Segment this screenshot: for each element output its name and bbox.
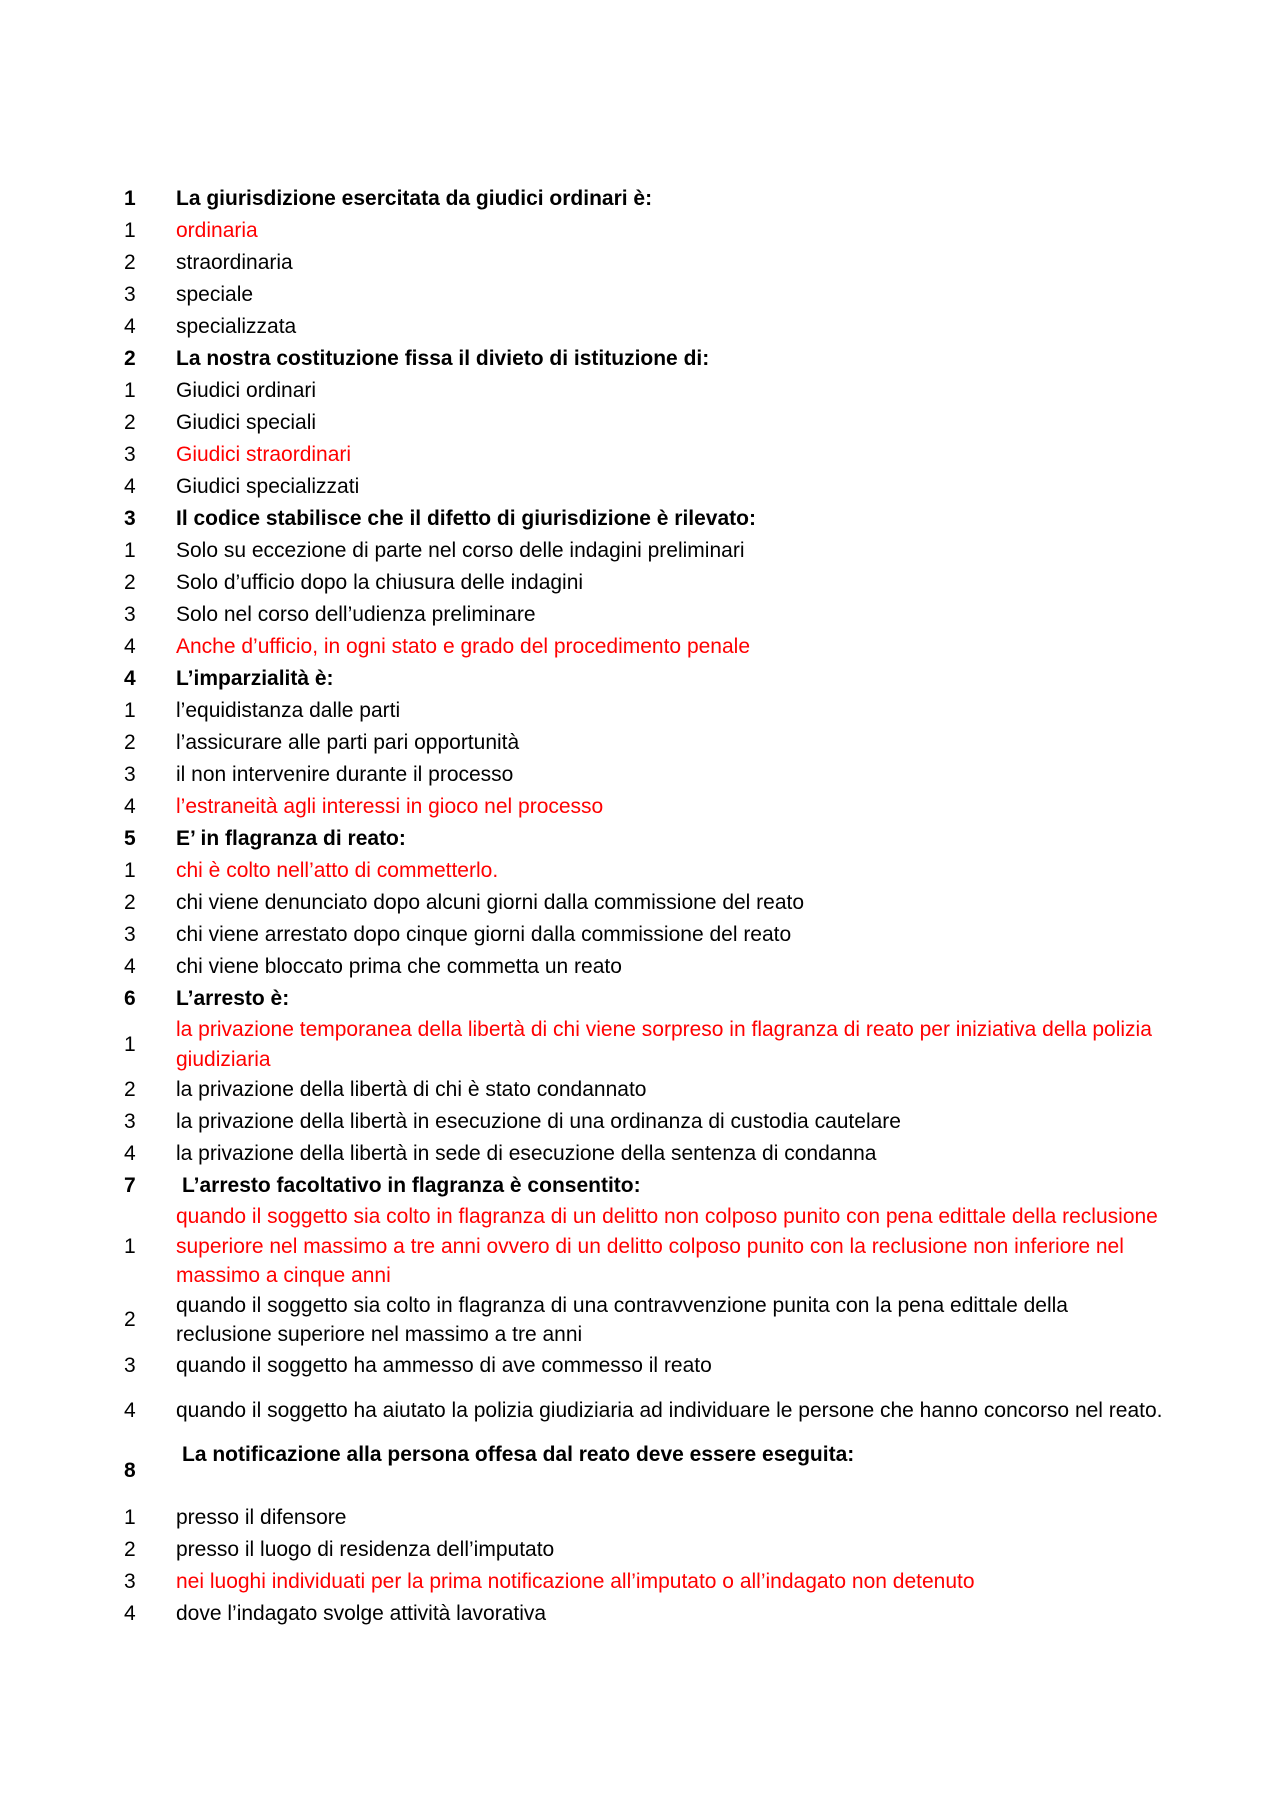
answer-number: 2 bbox=[124, 251, 136, 275]
answer-number: 1 bbox=[124, 699, 136, 723]
question-text: L’imparzialità è: bbox=[176, 667, 334, 691]
question-row bbox=[124, 983, 1164, 1015]
answer-number: 3 bbox=[124, 603, 136, 627]
answer-number: 3 bbox=[124, 923, 136, 947]
answer-row bbox=[124, 759, 1164, 791]
answer-row bbox=[124, 951, 1164, 983]
answer-row bbox=[124, 919, 1164, 951]
answer-number: 2 bbox=[124, 1078, 136, 1102]
answer-row bbox=[124, 1382, 1164, 1440]
answer-number: 1 bbox=[124, 1032, 136, 1056]
question-text: L’arresto è: bbox=[176, 987, 290, 1011]
answer-number: 4 bbox=[124, 955, 136, 979]
answer-text: la privazione della libertà di chi è stato condannato bbox=[176, 1078, 647, 1102]
answer-number: 1 bbox=[124, 219, 136, 243]
answer-text: Solo d’ufficio dopo la chiusura delle indagini bbox=[176, 571, 584, 595]
answer-row bbox=[124, 1534, 1164, 1566]
answer-text: Giudici straordinari bbox=[176, 443, 352, 467]
question-row bbox=[124, 1440, 1164, 1502]
answer-text: nei luoghi individuati per la prima notificazione all’imputato o all’indagato non detenuto bbox=[176, 1569, 975, 1593]
answer-row bbox=[124, 247, 1164, 279]
answer-number: 3 bbox=[124, 763, 136, 787]
answer-number: 1 bbox=[124, 1234, 136, 1258]
question-row bbox=[124, 1170, 1164, 1202]
answer-number: 1 bbox=[124, 379, 136, 403]
question-text: E’ in flagranza di reato: bbox=[176, 827, 406, 851]
question-number: 8 bbox=[124, 1458, 136, 1482]
answer-row bbox=[124, 1106, 1164, 1138]
question-number: 4 bbox=[124, 667, 136, 691]
answer-number: 2 bbox=[124, 1537, 136, 1561]
question-number: 3 bbox=[124, 507, 136, 531]
answer-text: Solo nel corso dell’udienza preliminare bbox=[176, 603, 536, 627]
answer-number: 2 bbox=[124, 891, 136, 915]
answer-row-correct bbox=[124, 631, 1164, 663]
answer-text: l’estraneità agli interessi in gioco nel processo bbox=[176, 795, 604, 819]
answer-number: 4 bbox=[124, 315, 136, 339]
answer-text: Giudici ordinari bbox=[176, 379, 317, 403]
answer-row bbox=[124, 695, 1164, 727]
answer-row bbox=[124, 407, 1164, 439]
answer-text: presso il difensore bbox=[176, 1505, 347, 1529]
answer-number: 2 bbox=[124, 571, 136, 595]
question-row bbox=[124, 343, 1164, 375]
answer-number: 2 bbox=[124, 411, 136, 435]
answer-text: presso il luogo di residenza dell’imputato bbox=[176, 1537, 555, 1561]
question-row bbox=[124, 663, 1164, 695]
answer-text: il non intervenire durante il processo bbox=[176, 763, 514, 787]
answer-row bbox=[124, 1074, 1164, 1106]
answer-row bbox=[124, 471, 1164, 503]
question-number: 2 bbox=[124, 347, 136, 371]
answer-text: quando il soggetto ha aiutato la polizia giudiziaria ad individuare le persone che hanno concorso nel reato. bbox=[176, 1398, 1163, 1422]
answer-number: 2 bbox=[124, 731, 136, 755]
answer-row bbox=[124, 599, 1164, 631]
question-number: 5 bbox=[124, 827, 136, 851]
question-text: La notificazione alla persona offesa dal reato deve essere eseguita: bbox=[182, 1442, 855, 1466]
answer-text: Giudici speciali bbox=[176, 411, 317, 435]
answer-number: 3 bbox=[124, 283, 136, 307]
answer-number: 4 bbox=[124, 475, 136, 499]
answer-row bbox=[124, 535, 1164, 567]
answer-number: 3 bbox=[124, 1110, 136, 1134]
answer-row-correct bbox=[124, 1015, 1164, 1074]
answer-number: 4 bbox=[124, 635, 136, 659]
answer-text: Solo su eccezione di parte nel corso delle indagini preliminari bbox=[176, 539, 745, 563]
answer-text: la privazione della libertà in sede di esecuzione della sentenza di condanna bbox=[176, 1142, 877, 1166]
answer-text: l’assicurare alle parti pari opportunità bbox=[176, 731, 520, 755]
answer-text: la privazione temporanea della libertà di chi viene sorpreso in flagranza di reato per iniziativa della polizia giudiziaria bbox=[176, 1018, 1152, 1071]
question-row bbox=[124, 183, 1164, 215]
question-number: 1 bbox=[124, 187, 136, 211]
answer-number: 1 bbox=[124, 1505, 136, 1529]
answer-number: 1 bbox=[124, 539, 136, 563]
question-text: La nostra costituzione fissa il divieto di istituzione di: bbox=[176, 347, 710, 371]
question-text: La giurisdizione esercitata da giudici ordinari è: bbox=[176, 187, 653, 211]
answer-text: chi viene bloccato prima che commetta un reato bbox=[176, 955, 622, 979]
answer-row bbox=[124, 727, 1164, 759]
answer-text: speciale bbox=[176, 283, 254, 307]
answer-row-correct bbox=[124, 215, 1164, 247]
answer-row-correct bbox=[124, 439, 1164, 471]
question-text: Il codice stabilisce che il difetto di giurisdizione è rilevato: bbox=[176, 507, 756, 531]
answer-row bbox=[124, 279, 1164, 311]
answer-text: straordinaria bbox=[176, 251, 293, 275]
question-number: 6 bbox=[124, 987, 136, 1011]
answer-row-correct bbox=[124, 1202, 1164, 1291]
answer-text: chi è colto nell’atto di commetterlo. bbox=[176, 859, 499, 883]
question-row bbox=[124, 823, 1164, 855]
answer-row bbox=[124, 1350, 1164, 1382]
answer-text: dove l’indagato svolge attività lavorativa bbox=[176, 1601, 547, 1625]
answer-text: ordinaria bbox=[176, 219, 258, 243]
answer-text: l’equidistanza dalle parti bbox=[176, 699, 401, 723]
answer-row-correct bbox=[124, 1566, 1164, 1598]
answer-text: quando il soggetto ha ammesso di ave commesso il reato bbox=[176, 1353, 712, 1377]
answer-row bbox=[124, 375, 1164, 407]
question-text: L’arresto facoltativo in flagranza è consentito: bbox=[182, 1174, 641, 1198]
answer-row-correct bbox=[124, 855, 1164, 887]
answer-text: chi viene arrestato dopo cinque giorni dalla commissione del reato bbox=[176, 923, 792, 947]
answer-number: 3 bbox=[124, 1569, 136, 1593]
answer-number: 3 bbox=[124, 443, 136, 467]
question-row bbox=[124, 503, 1164, 535]
answer-number: 4 bbox=[124, 1398, 136, 1422]
answer-text: quando il soggetto sia colto in flagranza di una contravvenzione punita con la pena edittale della reclusione superiore nel massimo a tre anni bbox=[176, 1293, 1068, 1346]
answer-text: Anche d’ufficio, in ogni stato e grado del procedimento penale bbox=[176, 635, 751, 659]
answer-number: 1 bbox=[124, 859, 136, 883]
answer-row-correct bbox=[124, 791, 1164, 823]
answer-text: Giudici specializzati bbox=[176, 475, 360, 499]
question-number: 7 bbox=[124, 1174, 136, 1198]
quiz-list bbox=[124, 183, 1164, 1630]
answer-number: 4 bbox=[124, 1142, 136, 1166]
answer-number: 3 bbox=[124, 1353, 136, 1377]
answer-text: specializzata bbox=[176, 315, 297, 339]
answer-row bbox=[124, 887, 1164, 919]
answer-text: la privazione della libertà in esecuzione di una ordinanza di custodia cautelare bbox=[176, 1110, 901, 1134]
answer-number: 2 bbox=[124, 1308, 136, 1332]
answer-row bbox=[124, 1291, 1164, 1350]
answer-row bbox=[124, 567, 1164, 599]
answer-row bbox=[124, 1502, 1164, 1534]
answer-row bbox=[124, 311, 1164, 343]
answer-number: 4 bbox=[124, 795, 136, 819]
answer-row bbox=[124, 1598, 1164, 1630]
answer-text: chi viene denunciato dopo alcuni giorni dalla commissione del reato bbox=[176, 891, 805, 915]
answer-number: 4 bbox=[124, 1601, 136, 1625]
answer-text: quando il soggetto sia colto in flagranza di un delitto non colposo punito con pena edittale della reclusione superiore nel massimo a tre anni ovvero di un delitto colposo punito con la reclusione non inferiore nel massimo a cinque anni bbox=[176, 1205, 1158, 1287]
answer-row bbox=[124, 1138, 1164, 1170]
